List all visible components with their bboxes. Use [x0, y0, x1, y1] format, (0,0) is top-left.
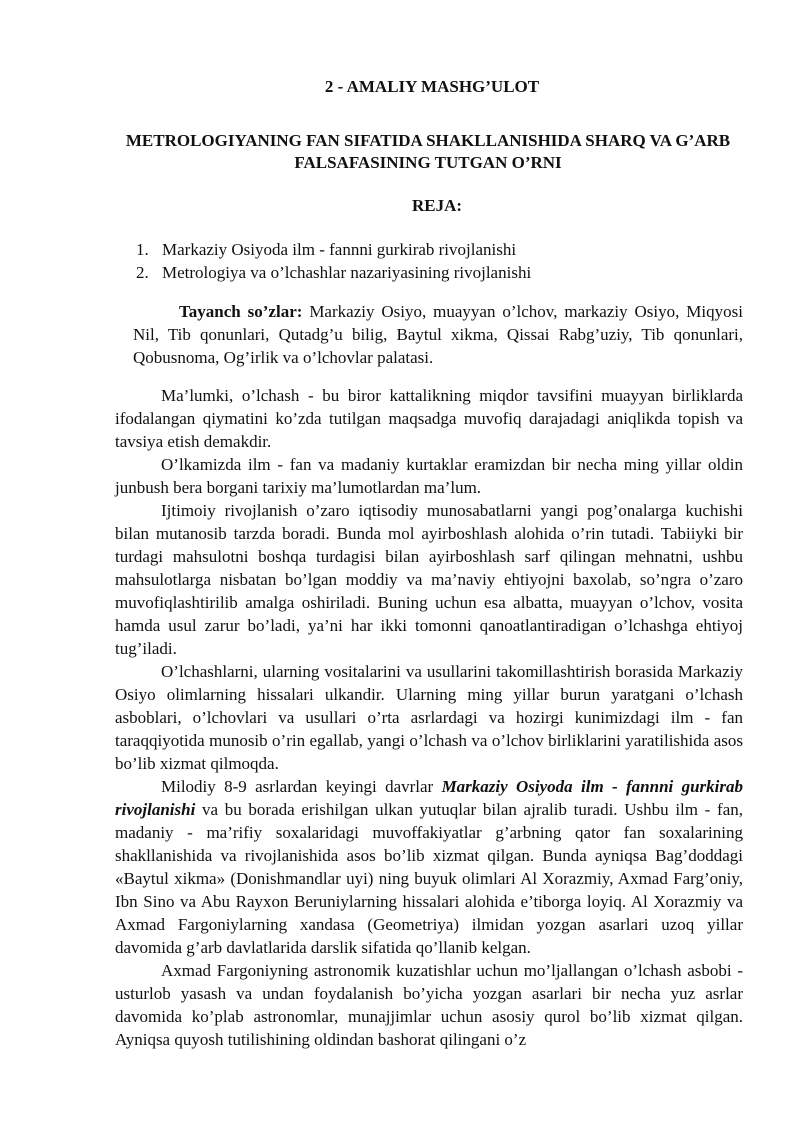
plan-item-text: Markaziy Osiyoda ilm - fannni gurkirab rivojlanishi [162, 240, 517, 259]
paragraph: O’lchashlarni, ularning vositalarini va usullarini takomillashtirish borasida Markaziy Osiyo olimlarning hissalari ulkandir. Ularning ming yillar burun yaratgani o’lchash asboblari, o’lchovlari va usullari o’rta asrlardagi va hozirgi kunimizdagi ilm - fan taraqqiyotida munosib o’rin egallab, yangi o’lchash va o’lchov birliklarini yaratilishida asos bo’lib xizmat qilmoqda. [115, 662, 743, 773]
plan-item [136, 238, 531, 261]
keywords-block [133, 300, 743, 369]
page-subtitle: METROLOGIYANING FAN SIFATIDA SHAKLLANISHIDA SHARQ VA G’ARB FALSAFASINING TUTGAN O’RNI [125, 131, 731, 172]
keywords-label: Tayanch so’zlar: [179, 302, 303, 321]
paragraph: Ma’lumki, o’lchash - bu biror kattalikning miqdor tavsifini muayyan birliklarda ifodalangan qiymatini ko’zda tutilgan maqsadga muvofiq darajadagi aniqlikda topish va tavsiya etish demakdir. [115, 386, 743, 451]
paragraph: Axmad Fargoniyning astronomik kuzatishlar uchun mo’ljallangan o’lchash asbobi - usturlob yasash va undan foydalanish bo’yicha yozgan asarlari bir necha yuz asrlar davomida ko’plab astronomlar, munajjimlar uchun asosiy qurol bo’lib xizmat qilgan. Ayniqsa quyosh tutilishining oldindan bashorat qilingani o’z [115, 961, 743, 1049]
paragraph [115, 775, 743, 959]
plan-title: REJA: [411, 196, 463, 215]
plan-item [136, 261, 531, 284]
keywords-text: Markaziy Osiyo, muayyan o’lchov, markaziy Osiyo, Miqyosi Nil, Tib qonunlari, Qutadg’u bilig, Baytul xikma, Qissai Rabg’uziy, Tib qonunlari, Qobusnoma, Og’irlik va o’lchovlar palatasi. [133, 302, 743, 367]
plan-item-number: 2. [136, 263, 149, 282]
plan-list [136, 238, 531, 284]
paragraph-text: Milodiy 8-9 asrlardan keyingi davrlar [161, 777, 442, 796]
paragraph-text: va bu borada erishilgan ulkan yutuqlar bilan ajralib turadi. Ushbu ilm - fan, madaniy - ma’rifiy soxalaridagi muvoffakiyatlar g’arbning qator fan soxalarining shakllanishida va rivojlanishida asos bo’lib xizmat qilgan. Bunda ayniqsa Bag’doddagi «Baytul xikma» (Donishmandlar uyi) ning buyuk olimlari Al Xorazmiy, Axmad Farg’oniy, Ibn Sino va Abu Rayxon Beruniylarning hissalari alohida e’tiborga loyiq. Al Xorazmiy va Axmad Fargoniylarning xandasa (Geometriya) ilmidan yozgan asarlari uzoq yillar davomida g’arb davlatlarida darslik sifatida qo’llanib kelgan. [115, 800, 743, 957]
plan-item-text: Metrologiya va o’lchashlar nazariyasining rivojlanishi [162, 263, 532, 282]
emphasized-text: Markaziy Osiyoda ilm - fannni gurkirab rivojlanishi [115, 777, 744, 819]
body-text [115, 384, 743, 1051]
page-heading: 2 - AMALIY MASHG’ULOT [324, 77, 540, 96]
paragraph: Ijtimoiy rivojlanish o’zaro iqtisodiy munosabatlarni yangi pog’onalarga kuchishi bilan mutanosib tarzda boradi. Bunda mol ayirboshlash alohida o’rin tutadi. Tabiiyki bir turdagi mahsulotni boshqa turdagisi bilan ayirboshlash sarf qilingan mehnatni, ushbu mahsulotlarga nisbatan bo’lgan moddiy va ma’naviy ehtiyojni baxolab, so’ngra o’zaro muvofiqlashtirilib amalga oshiriladi. Buning uchun esa albatta, muayyan o’lchov, vosita hamda usul zarur bo’ladi, ya’ni har ikki tomonni qanoatlantiradigan o’lchashga ehtiyoj tug’iladi. [115, 501, 743, 658]
plan-item-number: 1. [136, 240, 149, 259]
paragraph: O’lkamizda ilm - fan va madaniy kurtaklar eramizdan bir necha ming yillar oldin junbush bera borgani tarixiy ma’lumotlardan ma’lum. [115, 455, 743, 497]
